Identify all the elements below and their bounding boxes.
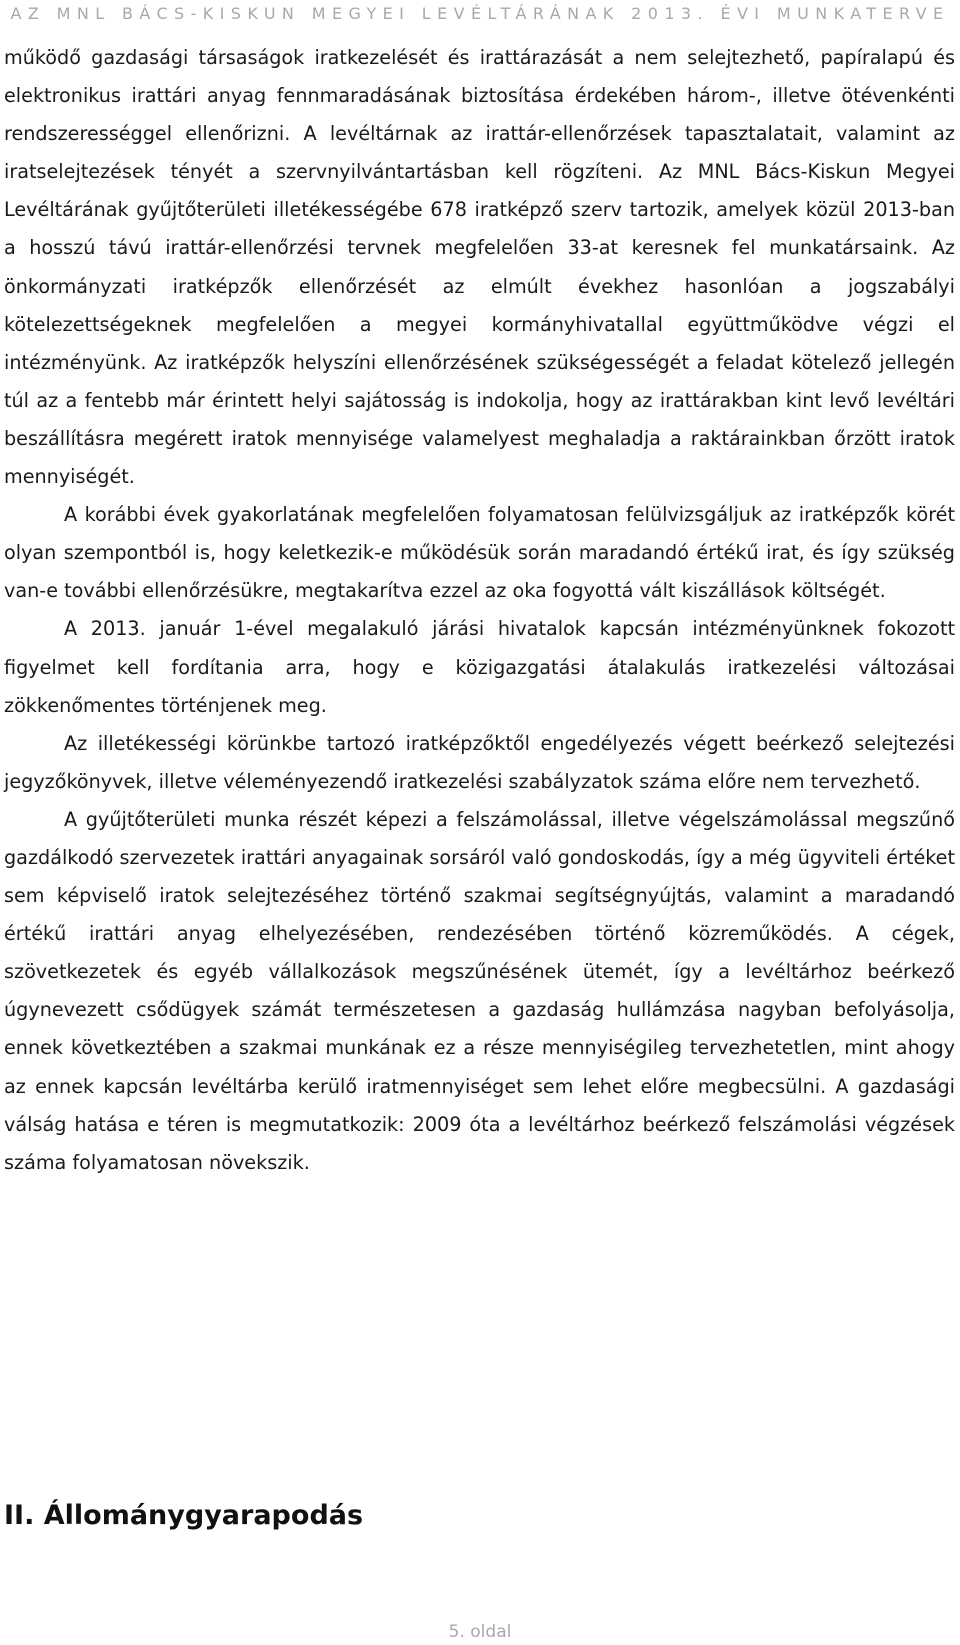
section-heading: II. Állománygyarapodás [4, 1500, 364, 1531]
running-header: AZ MNL BÁCS-KISKUN MEGYEI LEVÉLTÁRÁNAK 2013. ÉVI MUNKATERVE [10, 4, 950, 23]
paragraph-district-offices: A 2013. január 1-ével megalakuló járási hivatalok kapcsán intézményünknek fokozott figyelmet kell fordítania arra, hogy e közigazgatási átalakulás iratkezelési változásai zökkenőmentes történjenek meg. [4, 617, 955, 717]
page-number: 5. oldal [448, 1622, 512, 1642]
paragraph-continued: működő gazdasági társaságok iratkezelését és irattárazását a nem selejtezhető, papíralapú és elektronikus irattári anyag fennmaradásának biztosítása érdekében három-, illetve ötévenkénti rendszerességgel ellenőrizni. A levéltárnak az irattár-ellenőrzések tapasztalatait, valamint az iratselejtezések tényét a szervnyilvántartásban kell rögzíteni. Az MNL Bács-Kiskun Megyei Levéltárának gyűjtőterületi illetékességébe 678 iratképző szerv tartozik, amelyek közül 2013-ban a hosszú távú irattár-ellenőrzési tervnek megfelelően 33-at keresnek fel munkatársaink. Az önkormányzati iratképzők ellenőrzését az elmúlt évekhez hasonlóan a jogszabályi kötelezettségeknek megfelelően a megyei kormányhivatallal együttműködve végzi el intézményünk. Az iratképzők helyszíni ellenőrzésének szükségességét a feladat kötelező jellegén túl az a fentebb már érintett helyi sajátosság is indokolja, hogy az irattárakban kint levő levéltári beszállításra megérett iratok mennyisége valamelyest meghaladja a raktárainkban őrzött iratok mennyiségét. [4, 46, 955, 489]
paragraph-liquidation: A gyűjtőterületi munka részét képezi a felszámolással, illetve végelszámolással megszűnő gazdálkodó szervezetek irattári anyagainak sorsáról való gondoskodás, így a még ügyviteli értéket sem képviselő iratok selejtezéséhez történő szakmai segítségnyújtás, valamint a maradandó értékű irattári anyag elhelyezésében, rendezésében történő közreműködés. A cégek, szövetkezetek és egyéb vállalkozások megszűnésének ütemét, így a levéltárhoz beérkező úgynevezett csődügyek számát természetesen a gazdaság hullámzása nagyban befolyásolja, ennek következtében a szakmai munkának ez a része mennyiségileg tervezhetetlen, mint ahogy az ennek kapcsán levéltárba kerülő iratmennyiséget sem lehet előre megbecsülni. A gazdasági válság hatása e téren is megmutatkozik: 2009 óta a levéltárhoz beérkező felszámolási végzések száma folyamatosan növekszik. [4, 807, 955, 1174]
paragraph-disposal-records: Az illetékességi körünkbe tartozó iratképzőktől engedélyezés végett beérkező selejtezési jegyzőkönyvek, illetve véleményezendő iratkezelési szabályzatok száma előre nem tervezhető. [4, 731, 955, 793]
body-text [4, 39, 955, 1182]
paragraph-review: A korábbi évek gyakorlatának megfelelően folyamatosan felülvizsgáljuk az iratképzők körét olyan szempontból is, hogy keletkezik-e működésük során maradandó értékű irat, és így szükség van-e további ellenőrzésükre, megtakarítva ezzel az oka fogyottá vált kiszállások költségét. [4, 503, 955, 603]
